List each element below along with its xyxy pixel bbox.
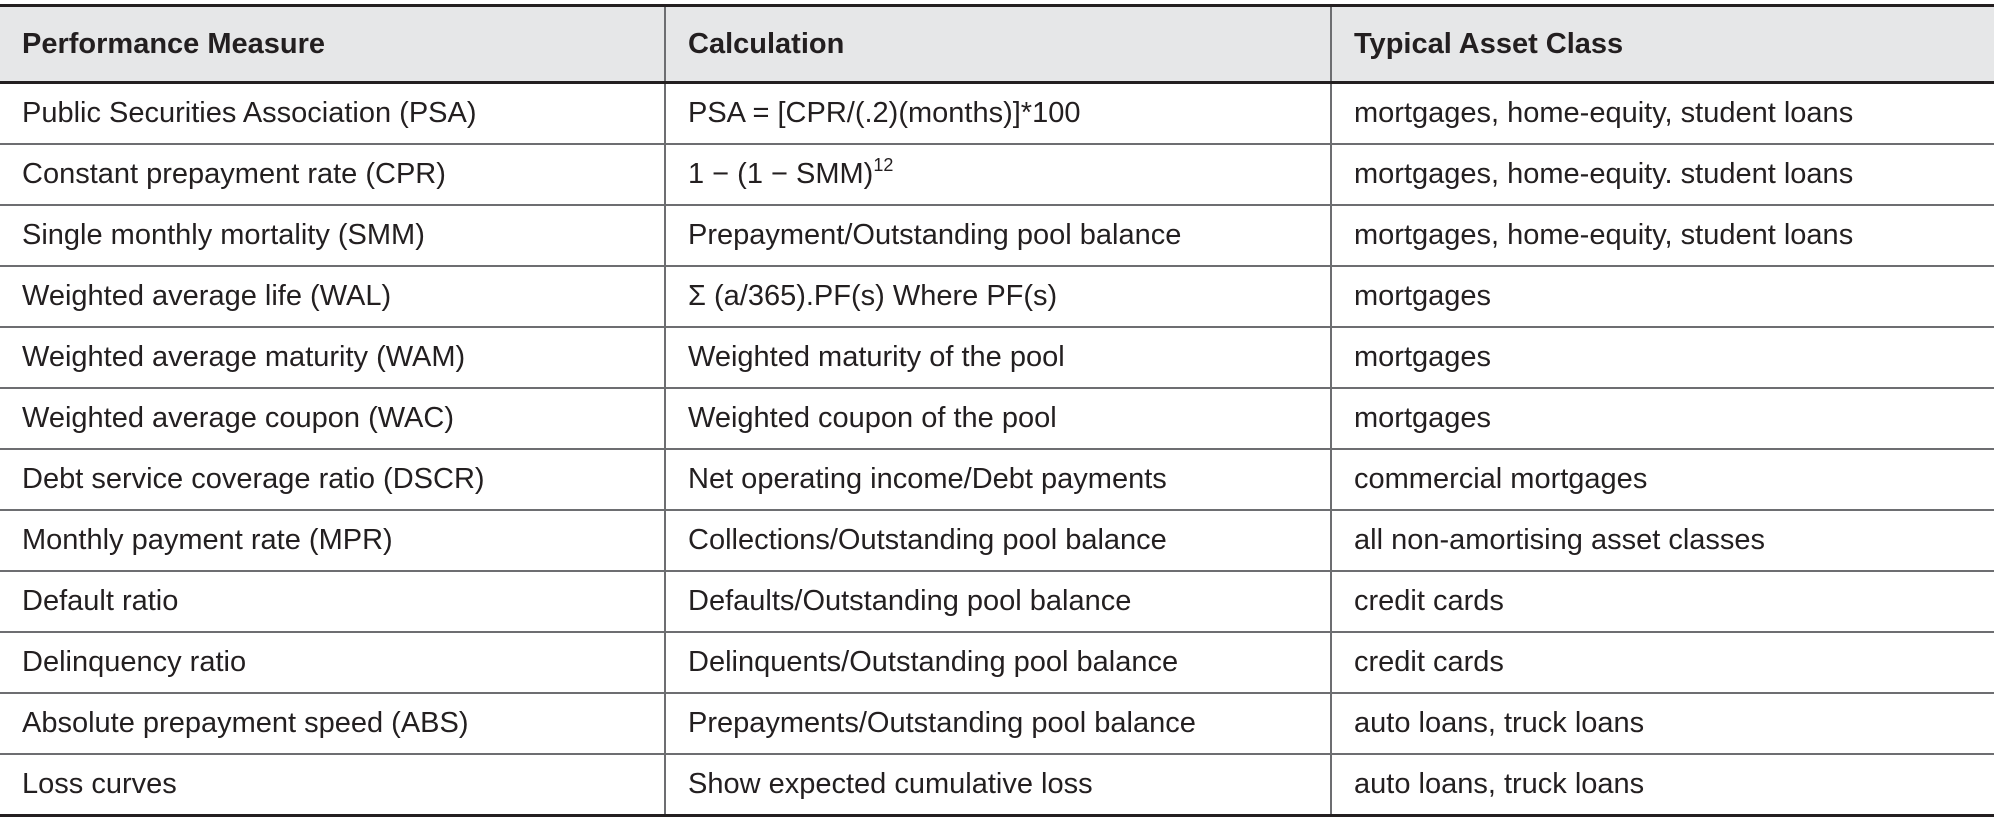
- cell-calculation: Delinquents/Outstanding pool balance: [665, 632, 1331, 693]
- table-header: [0, 6, 1994, 83]
- table-row: [0, 388, 1994, 449]
- cell-measure: Constant prepayment rate (CPR): [0, 144, 665, 205]
- cell-asset-class: mortgages, home-equity. student loans: [1331, 144, 1994, 205]
- table-row: [0, 266, 1994, 327]
- cell-measure: Single monthly mortality (SMM): [0, 205, 665, 266]
- cell-measure: Weighted average life (WAL): [0, 266, 665, 327]
- cell-calculation: Net operating income/Debt payments: [665, 449, 1331, 510]
- cell-asset-class: mortgages: [1331, 327, 1994, 388]
- cell-asset-class: auto loans, truck loans: [1331, 754, 1994, 816]
- cell-asset-class: credit cards: [1331, 632, 1994, 693]
- cell-calculation: Prepayment/Outstanding pool balance: [665, 205, 1331, 266]
- cell-calculation: Prepayments/Outstanding pool balance: [665, 693, 1331, 754]
- cell-calculation: Weighted maturity of the pool: [665, 327, 1331, 388]
- table-row: [0, 205, 1994, 266]
- table-row: [0, 693, 1994, 754]
- table-row: [0, 571, 1994, 632]
- cell-asset-class: mortgages, home-equity, student loans: [1331, 205, 1994, 266]
- header-performance-measure: Performance Measure: [0, 6, 665, 83]
- cell-asset-class: credit cards: [1331, 571, 1994, 632]
- cell-measure: Weighted average maturity (WAM): [0, 327, 665, 388]
- cell-calculation: Show expected cumulative loss: [665, 754, 1331, 816]
- table-row: [0, 449, 1994, 510]
- header-row: [0, 6, 1994, 83]
- cell-asset-class: auto loans, truck loans: [1331, 693, 1994, 754]
- cell-measure: Monthly payment rate (MPR): [0, 510, 665, 571]
- cell-measure: Loss curves: [0, 754, 665, 816]
- table-row: [0, 83, 1994, 145]
- cell-measure: Weighted average coupon (WAC): [0, 388, 665, 449]
- table-row: [0, 327, 1994, 388]
- cell-asset-class: all non-amortising asset classes: [1331, 510, 1994, 571]
- cell-asset-class: commercial mortgages: [1331, 449, 1994, 510]
- cell-measure: Debt service coverage ratio (DSCR): [0, 449, 665, 510]
- cell-asset-class: mortgages: [1331, 388, 1994, 449]
- performance-measures-table: [0, 4, 1994, 817]
- cell-measure: Delinquency ratio: [0, 632, 665, 693]
- table-row: [0, 510, 1994, 571]
- cell-calculation: Σ (a/365).PF(s) Where PF(s): [665, 266, 1331, 327]
- cell-asset-class: mortgages: [1331, 266, 1994, 327]
- cell-measure: Public Securities Association (PSA): [0, 83, 665, 145]
- header-typical-asset-class: Typical Asset Class: [1331, 6, 1994, 83]
- cell-asset-class: mortgages, home-equity, student loans: [1331, 83, 1994, 145]
- table-row: [0, 632, 1994, 693]
- cell-measure: Default ratio: [0, 571, 665, 632]
- cell-calculation: Defaults/Outstanding pool balance: [665, 571, 1331, 632]
- performance-measures-table-container: [0, 4, 1994, 817]
- cell-measure: Absolute prepayment speed (ABS): [0, 693, 665, 754]
- cell-calculation: Weighted coupon of the pool: [665, 388, 1331, 449]
- table-row: [0, 754, 1994, 816]
- table-body: [0, 83, 1994, 816]
- cell-calculation: PSA = [CPR/(.2)(months)]*100: [665, 83, 1331, 145]
- calculation-exponent: 12: [873, 155, 894, 175]
- table-row: [0, 144, 1994, 205]
- header-calculation: Calculation: [665, 6, 1331, 83]
- calculation-text: 1 − (1 − SMM): [688, 158, 874, 190]
- cell-calculation: [665, 144, 1331, 205]
- cell-calculation: Collections/Outstanding pool balance: [665, 510, 1331, 571]
